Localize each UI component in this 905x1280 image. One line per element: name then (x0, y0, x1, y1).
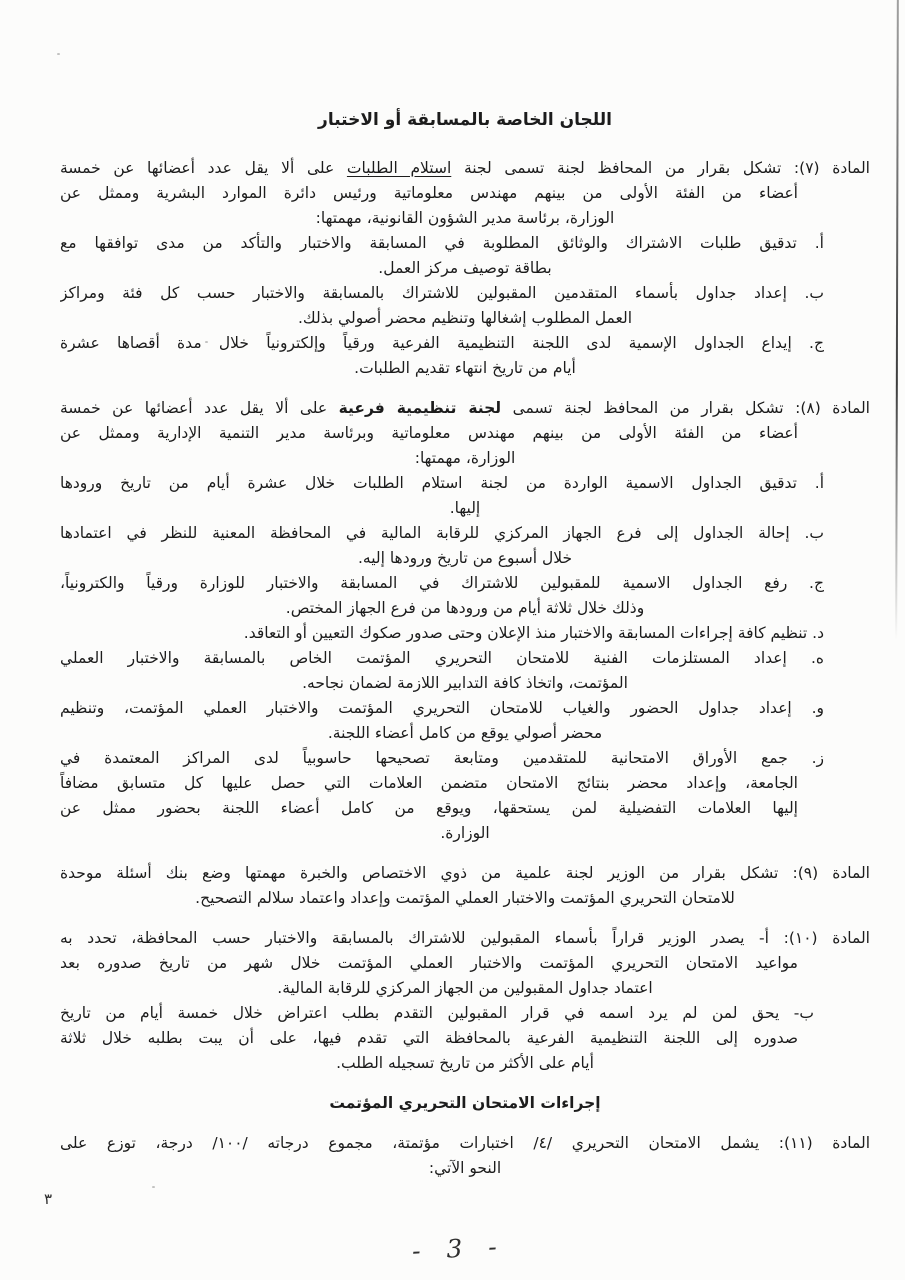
text-line (60, 446, 870, 471)
text-line (60, 621, 870, 646)
text-segment: ز. جمع الأوراق الامتحانية للمتقدمين ومتابعة تصحيحها حاسوبياً لدى المراكز المعتمدة في (60, 749, 824, 767)
document-body (60, 156, 870, 1196)
text-segment: ج. إيداع الجداول الإسمية لدى اللجنة التنظيمية الفرعية ورقياً وإلكترونياً خلال مدة أقصاها عشرة (60, 334, 824, 352)
text-line (60, 496, 870, 521)
text-line (60, 421, 870, 446)
text-line (60, 1026, 870, 1051)
text-segment: مواعيد الامتحان التحريري المؤتمت والاختبار العملي المؤتمت خلال شهر من تاريخ صدوره بعد (60, 954, 798, 972)
scan-edge-artifact (895, 0, 899, 640)
text-line (60, 281, 870, 306)
text-segment: خلال أسبوع من تاريخ ورودها إليه. (357, 549, 573, 567)
text-segment: محضر أصولي يوقع من كامل أعضاء اللجنة. (327, 724, 603, 742)
text-segment: الجامعة، وإعداد محضر بنتائج الامتحان متضمن العلامات التي حصل عليها كل متسابق مضافاً (60, 774, 798, 792)
text-line (60, 926, 870, 951)
text-segment: على ألا يقل عدد أعضائها عن خمسة (60, 399, 339, 417)
text-line (60, 771, 870, 796)
text-segment: ب- يحق لمن لم يرد اسمه في قرار المقبولين التقدم بطلب اعتراض خلال خمسة أيام من تاريخ (60, 1004, 814, 1022)
text-segment: إليها العلامات التفضيلية لمن يستحقها، ويوقع من كامل أعضاء اللجنة بحضور ممثل عن (60, 799, 798, 817)
text-line (60, 721, 870, 746)
text-segment: أعضاء من الفئة الأولى من بينهم مهندس معلوماتية ورئيس دائرة الموارد البشرية وممثل عن (60, 184, 798, 202)
text-line (60, 1001, 870, 1026)
text-segment: بطاقة توصيف مركز العمل. (378, 259, 552, 277)
text-segment: وذلك خلال ثلاثة أيام من ورودها من فرع الجهاز المختص. (285, 599, 645, 617)
text-segment: إجراءات الامتحان التحريري المؤتمت (329, 1094, 601, 1112)
text-line (60, 396, 870, 421)
text-line (60, 521, 870, 546)
text-line (60, 546, 870, 571)
text-line (60, 571, 870, 596)
page-number-side: ٣ (44, 1190, 53, 1208)
text-segment: ب. إعداد جداول بأسماء المتقدمين المقبولين للاشتراك بالمسابقة والاختبار حسب كل فئة ومراكز (60, 284, 824, 302)
text-line (60, 1156, 870, 1181)
text-line (60, 861, 870, 886)
text-segment: المادة (٩): تشكل بقرار من الوزير لجنة علمية من ذوي الاختصاص والخبرة مهمتها وضع بنك أسئلة موحدة (60, 864, 870, 882)
text-segment: العمل المطلوب إشغالها وتنظيم محضر أصولي بذلك. (297, 309, 633, 327)
text-line (60, 821, 870, 846)
text-segment: المادة (١٠): أ- يصدر الوزير قراراً بأسماء المقبولين للاشتراك بالمسابقة والاختبار حسب المحافظة، تحدد به (60, 929, 870, 947)
text-segment: للامتحان التحريري المؤتمت والاختبار العملي المؤتمت وإعداد واعتماد سلالم التصحيح. (195, 889, 735, 907)
document-title: اللجان الخاصة بالمسابقة أو الاختبار (318, 110, 612, 130)
text-line (60, 156, 870, 181)
text-segment: أيام على الأكثر من تاريخ تسجيله الطلب. (336, 1054, 594, 1072)
text-line (60, 976, 870, 1001)
text-segment: المؤتمت، واتخاذ كافة التدابير اللازمة لضمان نجاحه. (302, 674, 628, 692)
text-segment: د. تنظيم كافة إجراءات المسابقة والاختبار منذ الإعلان وحتى صدور صكوك التعيين أو التعاقد. (243, 624, 824, 642)
text-segment: أ. تدقيق طلبات الاشتراك والوثائق المطلوبة في المسابقة والاختبار والتأكد من مدى توافقها مع (60, 234, 824, 252)
text-line (60, 331, 870, 356)
text-line (60, 1051, 870, 1076)
text-line (60, 256, 870, 281)
text-line (60, 696, 870, 721)
text-segment: ب. إحالة الجداول إلى فرع الجهاز المركزي للرقابة المالية في المحافظة المعنية للنظر في اعتمادها (60, 524, 824, 542)
text-segment: استلام الطلبات (346, 159, 452, 177)
text-segment: ج. رفع الجداول الاسمية للمقبولين للاشتراك في المسابقة والاختبار للوزارة ورقياً والكترونياً، (60, 574, 824, 592)
text-segment: صدوره إلى اللجنة التنظيمية الفرعية بالمحافظة التي تقدم فيها، على أن يبت بطلبه خلال ثلاثة (60, 1029, 798, 1047)
text-segment: إليها. (449, 499, 481, 517)
article-7 (60, 156, 870, 381)
article-10 (60, 926, 870, 1076)
text-segment: لجنة تنظيمية فرعية (338, 399, 502, 417)
text-segment: أيام من تاريخ انتهاء تقديم الطلبات. (354, 359, 576, 377)
text-segment: و. إعداد جداول الحضور والغياب للامتحان التحريري المؤتمت والاختبار العملي المؤتمت، وتنظيم (60, 699, 824, 717)
text-segment: الوزارة، برئاسة مدير الشؤون القانونية، مهمتها: (315, 209, 615, 227)
text-segment: النحو الآتي: (428, 1159, 502, 1177)
text-line (60, 746, 870, 771)
scan-speck (57, 53, 60, 55)
text-segment: أ. تدقيق الجداول الاسمية الواردة من لجنة استلام الطلبات خلال عشرة أيام من تاريخ ورودها (60, 474, 824, 492)
text-segment: المادة (٨): تشكل بقرار من المحافظ لجنة تسمى (501, 399, 870, 417)
text-line (60, 356, 870, 381)
text-segment: على ألا يقل عدد أعضائها عن خمسة (60, 159, 347, 177)
text-line (60, 951, 870, 976)
text-line (60, 886, 870, 911)
text-segment: اعتماد جداول المقبولين من الجهاز المركزي للرقابة المالية. (277, 979, 653, 997)
text-segment: المادة (٧): تشكل بقرار من المحافظ لجنة تسمى لجنة (451, 159, 870, 177)
text-segment: الوزارة. (440, 824, 490, 842)
text-line (60, 1131, 870, 1156)
text-segment: أعضاء من الفئة الأولى من بينهم مهندس معلوماتية وبرئاسة مدير التنمية الإدارية وممثل عن (60, 424, 798, 442)
text-segment: الوزارة، مهمتها: (414, 449, 516, 467)
section-heading (60, 1091, 870, 1116)
page-number-handwritten: - 3 - (411, 1231, 507, 1266)
text-segment: ه. إعداد المستلزمات الفنية للامتحان التحريري المؤتمت الخاص بالمسابقة والاختبار العملي (60, 649, 824, 667)
text-line (60, 796, 870, 821)
text-line (60, 596, 870, 621)
article-8 (60, 396, 870, 846)
text-line (60, 206, 870, 231)
text-line (60, 471, 870, 496)
article-9 (60, 861, 870, 911)
text-line (60, 671, 870, 696)
text-line (60, 306, 870, 331)
text-line (60, 231, 870, 256)
article-11 (60, 1131, 870, 1181)
text-line (60, 181, 870, 206)
text-segment: المادة (١١): يشمل الامتحان التحريري /٤/ اختبارات مؤتمتة، مجموع درجاته /١٠٠/ درجة، توزع على (60, 1134, 870, 1152)
text-line (60, 1091, 870, 1116)
text-line (60, 646, 870, 671)
